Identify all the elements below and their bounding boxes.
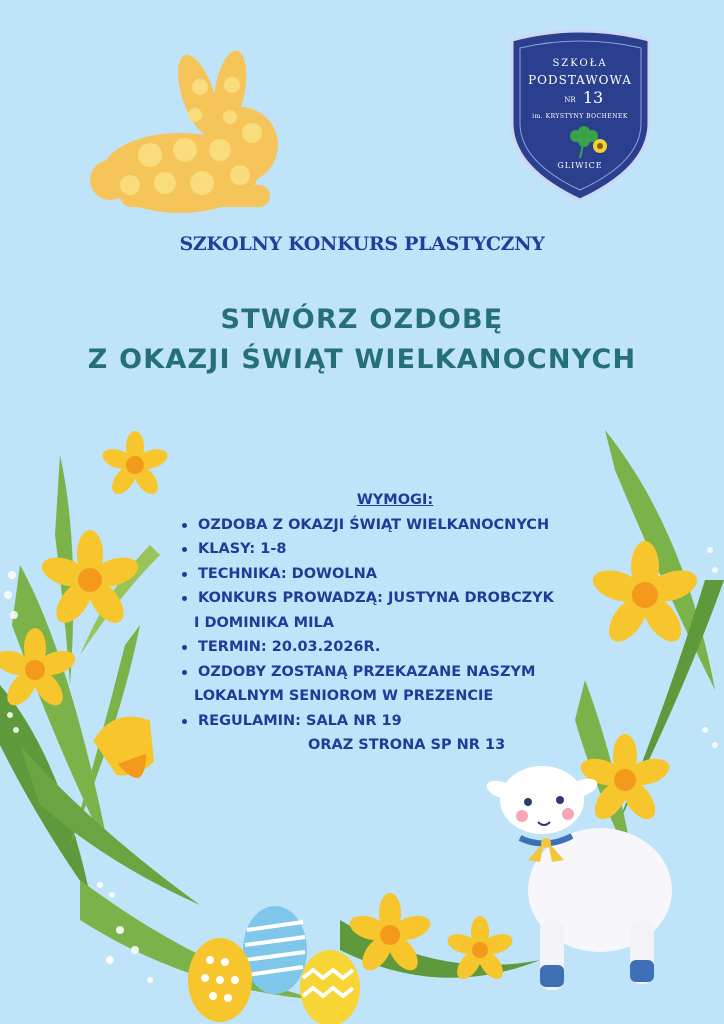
school-crest-icon bbox=[508, 28, 653, 203]
list-item-continuation: ORAZ STRONA SP NR 13 bbox=[308, 737, 506, 753]
contest-subtitle: SZKOLNY KONKURS PLASTYCZNY bbox=[179, 233, 545, 255]
crest-number: 13 bbox=[582, 88, 604, 107]
crest-line2: PODSTAWOWA bbox=[528, 73, 632, 87]
crest-city: GLIWICE bbox=[557, 161, 603, 170]
list-item: REGULAMIN: SALA NR 19 bbox=[180, 709, 600, 734]
list-item: TECHNIKA: DOWOLNA bbox=[180, 562, 600, 587]
requirements-heading bbox=[190, 488, 600, 513]
requirements-box bbox=[180, 488, 600, 758]
list-item: KLASY: 1-8 bbox=[180, 537, 600, 562]
easter-egg-icon bbox=[175, 900, 375, 1024]
lamb-icon bbox=[480, 760, 680, 1000]
page-title bbox=[0, 300, 724, 380]
title-line-1: STWÓRZ OZDOBĘ bbox=[220, 304, 504, 335]
list-item: OZDOBA Z OKAZJI ŚWIĄT WIELKANOCNYCH bbox=[180, 513, 600, 538]
crest-line1: SZKOŁA bbox=[552, 58, 608, 69]
requirements-heading-text: WYMOGI bbox=[356, 492, 428, 508]
title-line-2: Z OKAZJI ŚWIĄT WIELKANOCNYCH bbox=[87, 344, 637, 375]
requirements-heading-colon: : bbox=[427, 492, 434, 508]
list-item: TERMIN: 20.03.2026R. bbox=[180, 635, 600, 660]
sunflower-icon bbox=[593, 139, 607, 153]
list-item-continuation: LOKALNYM SENIOROM W PREZENCIE bbox=[194, 688, 494, 704]
list-item-continuation: I DOMINIKA MILA bbox=[194, 614, 334, 631]
crest-patron: im. KRYSTYNY BOCHENEK bbox=[532, 113, 628, 120]
requirements-list bbox=[180, 513, 600, 758]
crest-nr: NR bbox=[564, 96, 576, 104]
list-item: OZDOBY ZOSTANĄ PRZEKAZANE NASZYM bbox=[180, 660, 600, 685]
bunny-icon bbox=[80, 45, 290, 215]
list-item: KONKURS PROWADZĄ: JUSTYNA DROBCZYK bbox=[180, 586, 600, 611]
